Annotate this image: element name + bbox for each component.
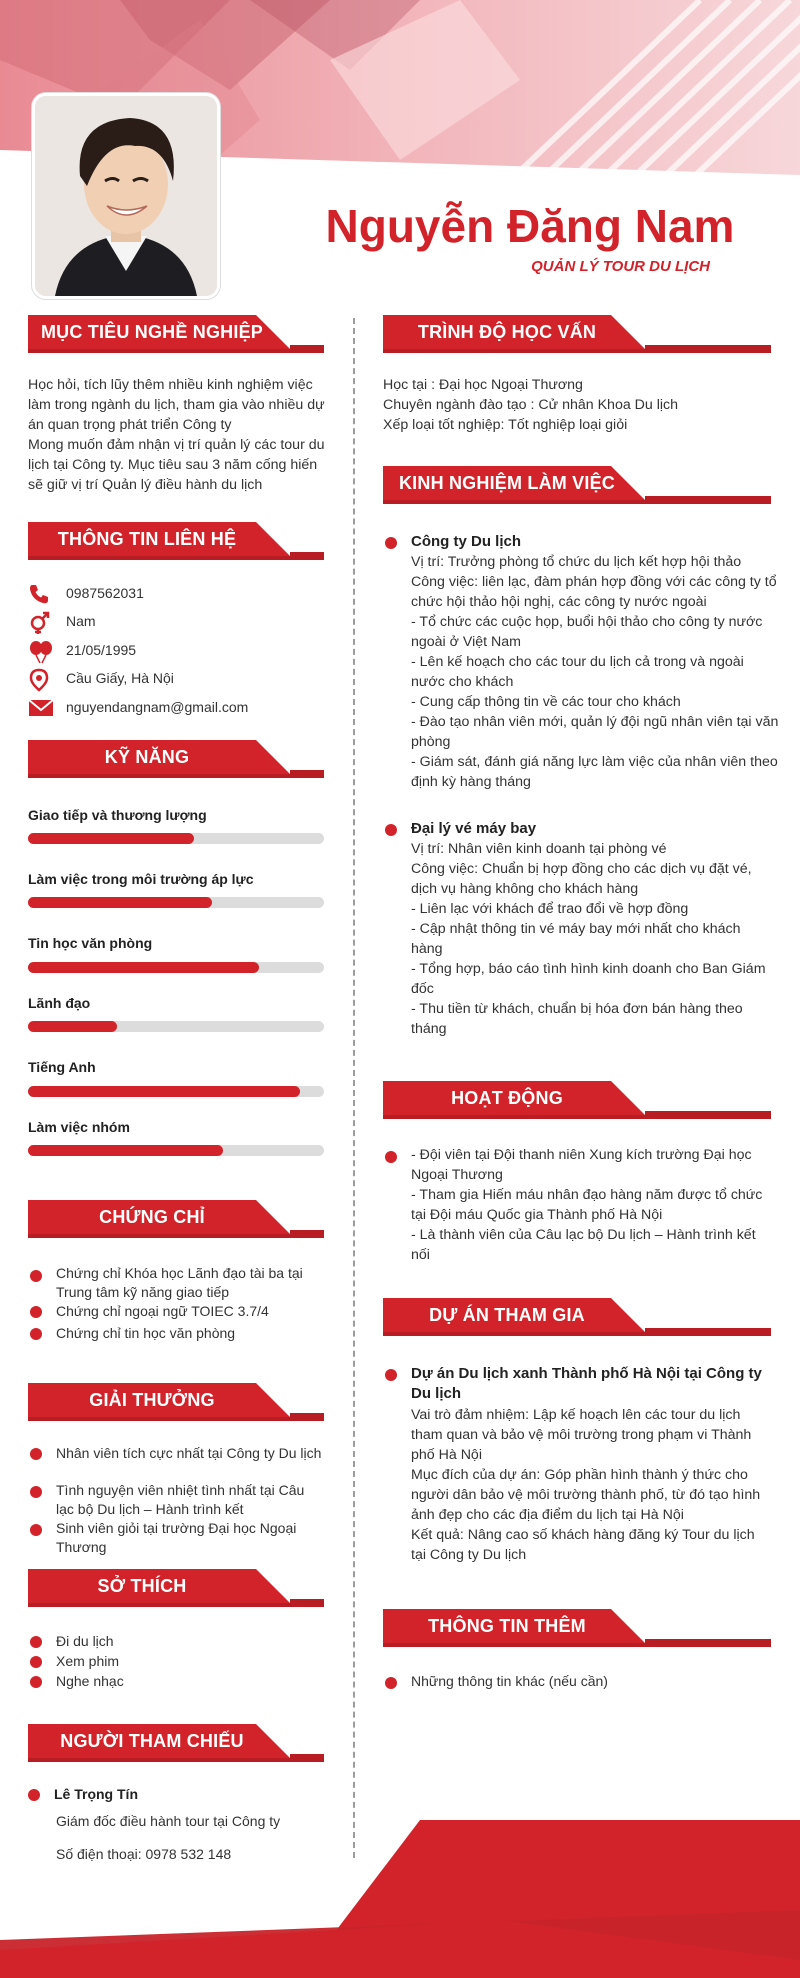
phone-value: 0987562031 (66, 585, 144, 601)
award-item (56, 1481, 341, 1519)
section-references-header (28, 1724, 324, 1762)
activity-line: - Đội viên tại Đội thanh niên Xung kích trường Đại học (411, 1147, 752, 1163)
address-value: Cầu Giấy, Hà Nội (66, 670, 174, 686)
activity-line: - Là thành viên của Câu lạc bộ Du lịch – Hành trình kết (411, 1227, 756, 1243)
bullet-dot (385, 537, 397, 549)
skill-bar-fill (28, 962, 259, 973)
experience-line: định kỳ hàng tháng (411, 774, 531, 790)
section-title: THÔNG TIN LIÊN HỆ (57, 529, 237, 549)
skill-bar-fill (28, 897, 212, 908)
skill-label: Tin học văn phòng (28, 935, 153, 951)
project-details (411, 1405, 786, 1565)
experience-line: Công việc: Chuẩn bị hợp đồng cho các dịch vụ đặt vé, (411, 861, 752, 877)
skill-bar (28, 1021, 324, 1032)
mail-icon (28, 697, 54, 719)
section-experience-header (383, 466, 771, 504)
skill-label: Giao tiếp và thương lượng (28, 807, 207, 823)
birthday-icon (28, 640, 54, 662)
award-item (56, 1519, 341, 1557)
experience-line: - Cung cấp thông tin về các tour cho khách (411, 694, 681, 710)
more-info-item: Những thông tin khác (nếu cần) (411, 1673, 608, 1689)
skill-bar (28, 1145, 324, 1156)
contact-address (28, 665, 174, 691)
reference-phone: Số điện thoại: 0978 532 148 (56, 1846, 232, 1862)
bullet-dot (385, 1151, 397, 1163)
bullet-dot (30, 1448, 42, 1460)
project-title-line: Du lịch (411, 1385, 462, 1402)
gender-icon (28, 611, 54, 633)
activity-line: Ngoại Thương (411, 1167, 503, 1183)
bullet-dot (385, 824, 397, 836)
experience-line: Vị trí: Nhân viên kinh doanh tại phòng vé (411, 841, 667, 857)
section-title: MỤC TIÊU NGHỀ NGHIỆP (40, 322, 263, 342)
certificate-item: Chứng chỉ ngoại ngữ TOIEC 3.7/4 (56, 1303, 269, 1319)
experience-line: - Giám sát, đánh giá năng lực làm việc của nhân viên theo (411, 754, 778, 770)
phone-icon (28, 583, 54, 605)
section-skills-header (28, 740, 324, 778)
certificate-line: Trung tâm kỹ năng giao tiếp (56, 1284, 230, 1300)
section-activities-header (383, 1081, 771, 1119)
experience-line: Công việc: liên lạc, đàm phán hợp đồng với các công ty tổ (411, 574, 777, 590)
contact-birthday (28, 637, 136, 663)
experience-company: Công ty Du lịch (411, 533, 521, 550)
skill-bar-fill (28, 1145, 223, 1156)
section-certificates-header (28, 1200, 324, 1238)
job-title: QUẢN LÝ TOUR DU LỊCH (531, 258, 710, 275)
award-line: Tình nguyện viên nhiệt tình nhất tại Câu (56, 1482, 305, 1498)
objective-line: Học hỏi, tích lũy thêm nhiều kinh nghiệm việc (28, 377, 313, 393)
section-title: KINH NGHIỆM LÀM VIỆC (398, 473, 615, 493)
section-title: GIẢI THƯỞNG (89, 1390, 215, 1410)
project-title-line: Dự án Du lịch xanh Thành phố Hà Nội tại Công ty (411, 1365, 762, 1382)
skill-label: Lãnh đạo (28, 995, 91, 1011)
award-line: lạc bộ Du lịch – Hành trình kết (56, 1501, 244, 1517)
bullet-dot (30, 1306, 42, 1318)
section-title: TRÌNH ĐỘ HỌC VẤN (417, 322, 597, 342)
skill-label: Làm việc nhóm (28, 1119, 130, 1135)
contact-email (28, 694, 248, 720)
contact-gender (28, 608, 96, 634)
experience-details (411, 839, 786, 1039)
bullet-dot (30, 1270, 42, 1282)
section-title: CHỨNG CHỈ (99, 1207, 205, 1227)
section-title: DỰ ÁN THAM GIA (429, 1305, 585, 1325)
section-awards-header (28, 1383, 324, 1421)
bullet-dot (30, 1524, 42, 1536)
skill-bar (28, 1086, 324, 1097)
section-projects-header (383, 1298, 771, 1336)
objective-line: làm trong ngành du lịch, tham gia vào nhiều dự (28, 397, 325, 413)
objective-line: án quan trọng phát triển Công ty (28, 417, 232, 433)
objective-text (28, 375, 333, 495)
bullet-dot (30, 1636, 42, 1648)
column-divider (353, 318, 355, 1858)
award-line: Thương (56, 1539, 107, 1555)
objective-line: sẽ giữ vị trí Quản lý điều hành du lịch (28, 477, 263, 493)
experience-line: chức hội thảo hội nghị, các công ty nước ngoài (411, 594, 707, 610)
education-line: Học tại : Đại học Ngoại Thương (383, 377, 583, 393)
experience-line: phòng (411, 734, 451, 750)
section-hobbies-header (28, 1569, 324, 1607)
experience-line: ngoài ở Việt Nam (411, 634, 521, 650)
experience-line: Vị trí: Trưởng phòng tổ chức du lịch kết hợp hội thảo (411, 554, 742, 570)
project-line: tại Công ty Du lịch (411, 1547, 527, 1563)
objective-line: lịch tại Công ty. Mục tiêu sau 3 năm cống hiến (28, 457, 318, 473)
activity-line: tại Đội máu Quốc gia Thành phố Hà Nội (411, 1207, 663, 1223)
bullet-dot (30, 1676, 42, 1688)
hobby-item: Xem phim (56, 1653, 120, 1669)
experience-line: - Đào tạo nhân viên mới, quản lý đội ngũ nhân viên tại văn (411, 714, 779, 730)
experience-line: hàng (411, 941, 443, 957)
section-objective-header (28, 315, 324, 353)
gender-value: Nam (66, 613, 96, 629)
experience-line: - Lên kế hoạch cho các tour du lịch cả trong và ngoài (411, 654, 744, 670)
award-item: Nhân viên tích cực nhất tại Công ty Du lịch (56, 1445, 322, 1461)
award-line: Sinh viên giỏi tại trường Đại học Ngoại (56, 1520, 297, 1536)
section-education-header (383, 315, 771, 353)
project-line: Kết quả: Nâng cao số khách hàng đăng ký Tour du lịch (411, 1527, 755, 1543)
section-contact-header (28, 522, 324, 560)
email-value[interactable]: nguyendangnam@gmail.com (66, 699, 249, 715)
section-title: SỞ THÍCH (97, 1576, 187, 1596)
skill-bar (28, 833, 324, 844)
project-line: ảnh đẹp cho các địa điểm du lịch tại Hà Nội (411, 1507, 684, 1523)
skill-bar-fill (28, 833, 194, 844)
experience-line: - Tổ chức các cuộc họp, buổi hội thảo cho công ty nước (411, 614, 763, 630)
skill-bar-fill (28, 1086, 300, 1097)
experience-line: đốc (411, 981, 434, 997)
experience-line: - Cập nhật thông tin vé máy bay mới nhất cho khách (411, 921, 741, 937)
skill-label: Tiếng Anh (28, 1059, 96, 1075)
reference-name: Lê Trọng Tín (54, 1786, 138, 1802)
bullet-dot (30, 1486, 42, 1498)
skill-bar-fill (28, 1021, 117, 1032)
skill-bar (28, 897, 324, 908)
birthday-value: 21/05/1995 (66, 642, 137, 658)
section-more-info-header (383, 1609, 771, 1647)
section-title: HOẠT ĐỘNG (451, 1088, 563, 1108)
candidate-name: Nguyễn Đăng Nam (325, 200, 735, 252)
section-title: KỸ NĂNG (104, 747, 190, 767)
hobby-item: Nghe nhạc (56, 1673, 124, 1689)
project-line: Mục đích của dự án: Góp phần hình thành ý thức cho (411, 1467, 748, 1483)
contact-phone (28, 580, 144, 606)
bullet-dot (30, 1328, 42, 1340)
section-title: NGƯỜI THAM CHIẾU (60, 1731, 244, 1751)
education-text (383, 375, 773, 435)
experience-line: tháng (411, 1021, 447, 1037)
education-line: Chuyên ngành đào tạo : Cử nhân Khoa Du lịch (383, 397, 679, 413)
bullet-dot (385, 1369, 397, 1381)
activity-line: - Tham gia Hiến máu nhân đạo hàng năm được tổ chức (411, 1187, 763, 1203)
bullet-dot (30, 1656, 42, 1668)
avatar (32, 93, 220, 299)
experience-company: Đại lý vé máy bay (411, 820, 537, 837)
certificate-item (56, 1264, 336, 1302)
bullet-dot (385, 1677, 397, 1689)
certificate-line: Chứng chỉ Khóa học Lãnh đạo tài ba tại (56, 1265, 303, 1281)
skill-label: Làm việc trong môi trường áp lực (28, 871, 254, 887)
project-line: Vai trò đảm nhiệm: Lập kế hoạch lên các tour du lịch (411, 1407, 741, 1423)
skill-bar (28, 962, 324, 973)
footer-decoration (0, 1800, 800, 1978)
education-line: Xếp loại tốt nghiệp: Tốt nghiệp loại giỏi (383, 417, 628, 433)
objective-line: Mong muốn đảm nhận vị trí quản lý các tour du (28, 437, 325, 453)
certificate-item: Chứng chỉ tin học văn phòng (56, 1325, 236, 1341)
activity-line: nối (411, 1247, 430, 1263)
experience-line: - Thu tiền từ khách, chuẩn bị hóa đơn bán hàng theo (411, 1001, 743, 1017)
location-icon (28, 668, 54, 690)
experience-details (411, 552, 786, 792)
project-line: tham quan và bảo vệ môi trường trong phạm vi Thành (411, 1427, 752, 1443)
experience-line: dịch vụ hàng không cho khách hàng (411, 881, 639, 897)
activities-text (411, 1145, 786, 1265)
project-line: phố Hà Nội (411, 1447, 482, 1463)
project-title (411, 1364, 786, 1404)
experience-line: nước cho khách (411, 674, 514, 690)
experience-line: - Liên lạc với khách để trao đổi về hợp đồng (411, 901, 689, 917)
hobby-item: Đi du lịch (56, 1633, 114, 1649)
section-title: THÔNG TIN THÊM (428, 1616, 586, 1636)
project-line: người dân bảo vệ môi trường thành phố, từ đó tạo hình (411, 1487, 761, 1503)
experience-line: - Tổng hợp, báo cáo tình hình kinh doanh cho Ban Giám (411, 961, 766, 977)
reference-position: Giám đốc điều hành tour tại Công ty (56, 1813, 281, 1829)
